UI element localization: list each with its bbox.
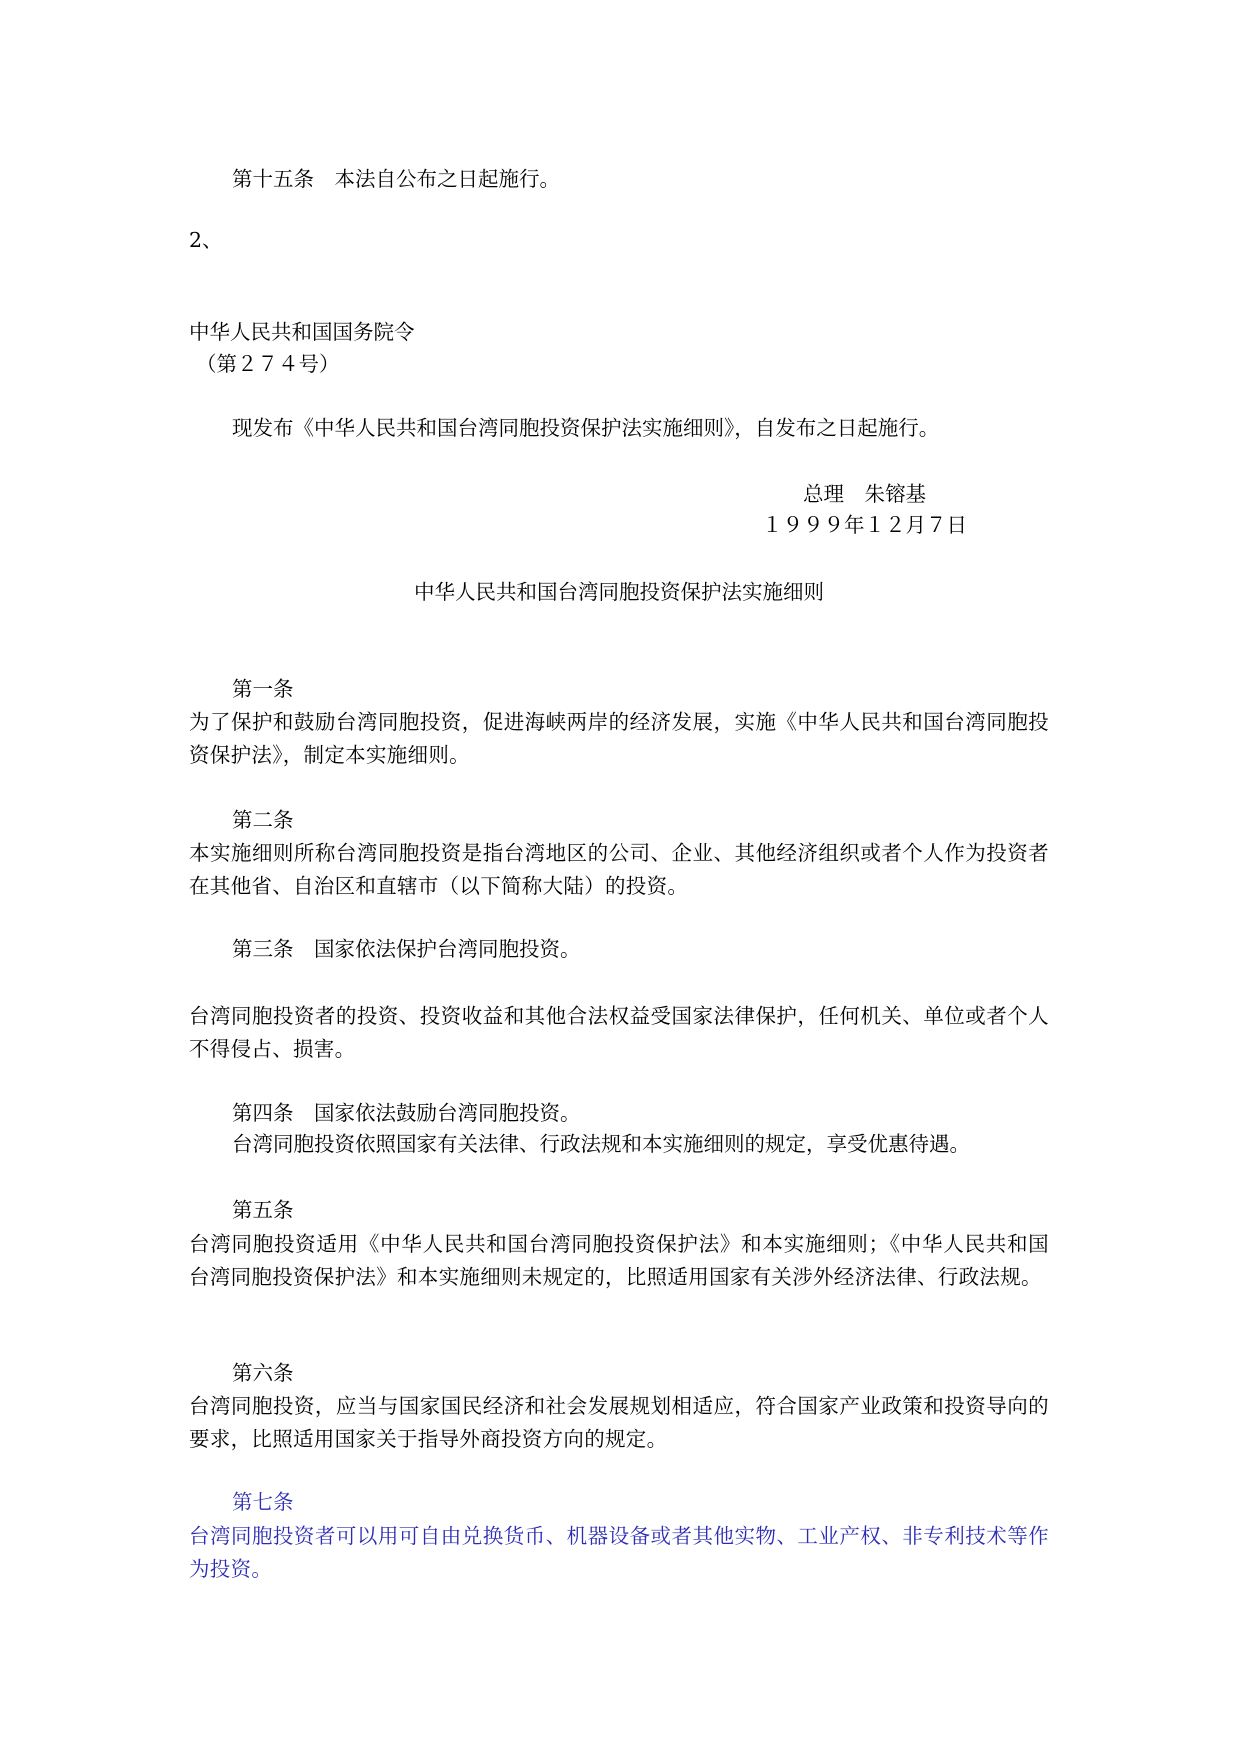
- article-5-heading: 第五条: [232, 1198, 294, 1222]
- section-number: 2、: [189, 228, 223, 252]
- article-4-body: 台湾同胞投资依照国家有关法律、行政法规和本实施细则的规定，享受优惠待遇。: [232, 1132, 970, 1156]
- article-7-body: 台湾同胞投资者可以用可自由兑换货币、机器设备或者其他实物、工业产权、非专利技术等作为投资。: [189, 1524, 1049, 1581]
- signer: 总理 朱镕基: [803, 482, 926, 506]
- decree-number: （第２７４号）: [196, 352, 340, 376]
- article-1-heading: 第一条: [232, 677, 294, 701]
- article-15: 第十五条 本法自公布之日起施行。: [232, 167, 560, 191]
- announcement: 现发布《中华人民共和国台湾同胞投资保护法实施细则》，自发布之日起施行。: [232, 416, 940, 440]
- article-7-heading: 第七条: [232, 1490, 294, 1514]
- article-2-body: 本实施细则所称台湾同胞投资是指台湾地区的公司、企业、其他经济组织或者个人作为投资者在其他省、自治区和直辖市（以下简称大陆）的投资。: [189, 841, 1049, 898]
- article-6-heading: 第六条: [232, 1361, 294, 1385]
- article-3-heading: 第三条 国家依法保护台湾同胞投资。: [232, 937, 581, 961]
- article-6-body: 台湾同胞投资，应当与国家国民经济和社会发展规划相适应，符合国家产业政策和投资导向的要求，比照适用国家关于指导外商投资方向的规定。: [189, 1394, 1049, 1451]
- decree-title: 中华人民共和国国务院令: [189, 320, 415, 344]
- article-3-body: 台湾同胞投资者的投资、投资收益和其他合法权益受国家法律保护，任何机关、单位或者个人不得侵占、损害。: [189, 1004, 1049, 1061]
- article-2-heading: 第二条: [232, 808, 294, 832]
- rules-title: 中华人民共和国台湾同胞投资保护法实施细则: [414, 580, 824, 604]
- decree-date: １９９９年１２月７日: [762, 513, 967, 537]
- article-1-body: 为了保护和鼓励台湾同胞投资，促进海峡两岸的经济发展，实施《中华人民共和国台湾同胞投资保护法》，制定本实施细则。: [189, 710, 1049, 767]
- article-5-body: 台湾同胞投资适用《中华人民共和国台湾同胞投资保护法》和本实施细则；《中华人民共和国台湾同胞投资保护法》和本实施细则未规定的，比照适用国家有关涉外经济法律、行政法规。: [189, 1232, 1049, 1289]
- article-4-heading: 第四条 国家依法鼓励台湾同胞投资。: [232, 1101, 581, 1125]
